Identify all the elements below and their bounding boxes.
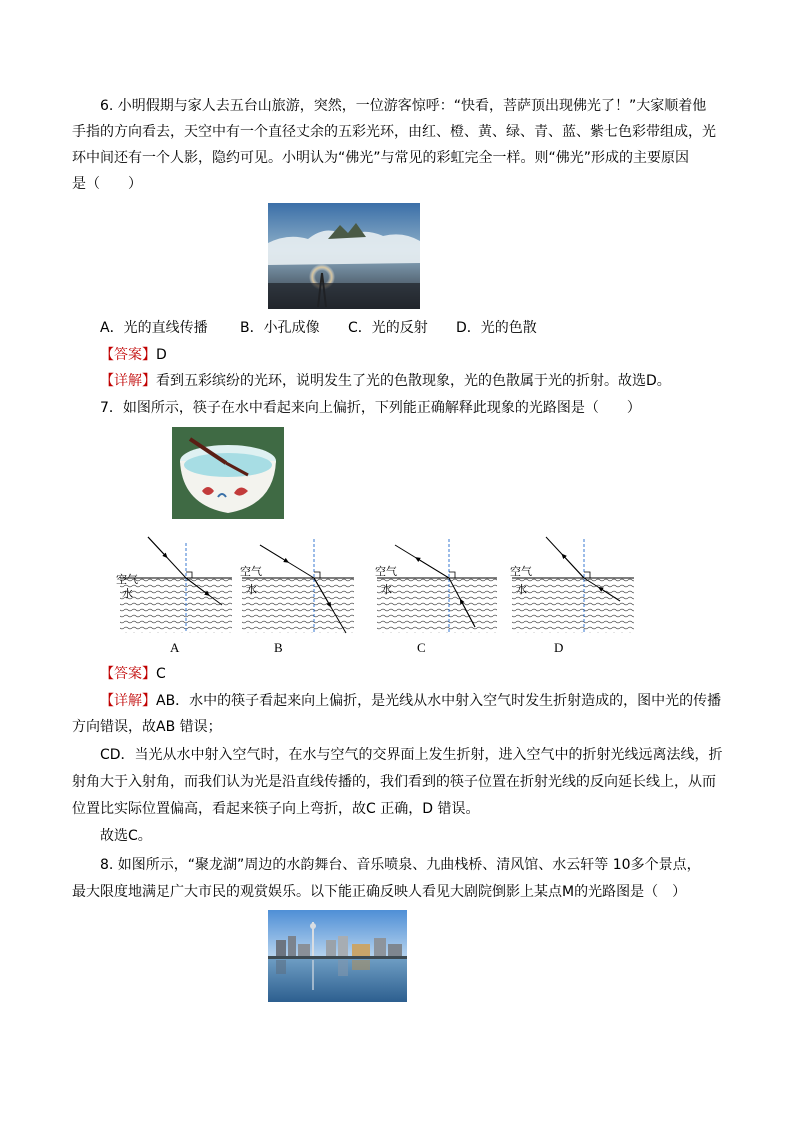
q7-detail-line-3: CD．当光从水中射入空气时，在水与空气的交界面上发生折射，进入空气中的折射光线远离法线，折: [100, 747, 723, 763]
q6-option-c: C．光的反射: [348, 320, 428, 336]
q7-detail-line-5: 位置比实际位置偏高，看起来筷子向上弯折，故C 正确，D 错误。: [72, 801, 480, 817]
panel-label-d: D: [554, 640, 564, 655]
q6-answer: [100, 345, 167, 365]
q6-line-3: 环中间还有一个人影，隐约可见。小明认为“佛光”与常见的彩虹完全一样。则“佛光”形成的主要原因: [72, 150, 690, 166]
air-label: 空气: [510, 565, 532, 578]
water-label: 水: [122, 587, 133, 600]
water-label: 水: [246, 583, 257, 596]
q7-detail-line-1: [100, 691, 721, 711]
q6-option-d: D．光的色散: [456, 320, 537, 336]
water-label: 水: [381, 583, 392, 596]
q6-options: [100, 318, 537, 338]
detail-tag: 【详解】: [100, 373, 156, 389]
panel-label-b: B: [274, 640, 283, 655]
q6-option-a: A．光的直线传播: [100, 320, 208, 336]
detail-tag: 【详解】: [100, 693, 156, 709]
q7-stem: 7．如图所示，筷子在水中看起来向上偏折，下列能正确解释此现象的光路图是（ ）: [100, 400, 641, 416]
detail-text: 看到五彩缤纷的光环，说明发生了光的色散现象，光的色散属于光的折射。故选D。: [156, 373, 671, 389]
refraction-diagram-b: [238, 535, 378, 635]
q8-line-1: 8. 如图所示，“聚龙湖”周边的水韵舞台、音乐喷泉、九曲栈桥、清风馆、水云轩等 10多个景点，: [100, 857, 701, 873]
detail-text: AB．水中的筷子看起来向上偏折，是光线从水中射入空气时发生折射造成的，图中光的传播: [156, 693, 722, 709]
refraction-diagram-a: [116, 535, 256, 635]
buddha-light-photo: [268, 203, 420, 309]
panel-label-c: C: [417, 640, 426, 655]
air-label: 空气: [116, 573, 138, 586]
q7-detail-line-6: 故选C。: [100, 828, 152, 844]
panel-label-a: A: [170, 640, 180, 655]
q8-line-2: 最大限度地满足广大市民的观赏娱乐。以下能正确反映人看见大剧院倒影上某点M的光路图是（ ）: [72, 884, 687, 900]
chopstick-bowl-photo: [172, 427, 284, 519]
answer-value: C: [156, 666, 166, 682]
q6-line-1: 6. 小明假期与家人去五台山旅游，突然，一位游客惊呼：“快看，菩萨顶出现佛光了！”大家顺着他: [100, 98, 707, 114]
refraction-diagram-c: [373, 535, 513, 635]
air-label: 空气: [240, 565, 262, 578]
q7-answer: [100, 664, 166, 684]
lake-reflection-photo: [268, 910, 407, 1002]
q6-detail: [100, 371, 671, 391]
answer-value: D: [156, 347, 167, 363]
q6-option-b: B．小孔成像: [240, 320, 320, 336]
q7-detail-line-2: 方向错误，故AB 错误；: [72, 719, 222, 735]
refraction-diagram-d: [508, 535, 648, 635]
q7-detail-line-4: 射角大于入射角，而我们认为光是沿直线传播的，我们看到的筷子位置在折射光线的反向延长线上，从而: [72, 774, 716, 790]
air-label: 空气: [375, 565, 397, 578]
q6-line-2: 手指的方向看去，天空中有一个直径丈余的五彩光环，由红、橙、黄、绿、青、蓝、紫七色彩带组成，光: [72, 124, 716, 140]
answer-tag: 【答案】: [100, 666, 156, 682]
q6-line-4: 是（ ）: [72, 176, 142, 192]
water-label: 水: [516, 583, 527, 596]
answer-tag: 【答案】: [100, 347, 156, 363]
